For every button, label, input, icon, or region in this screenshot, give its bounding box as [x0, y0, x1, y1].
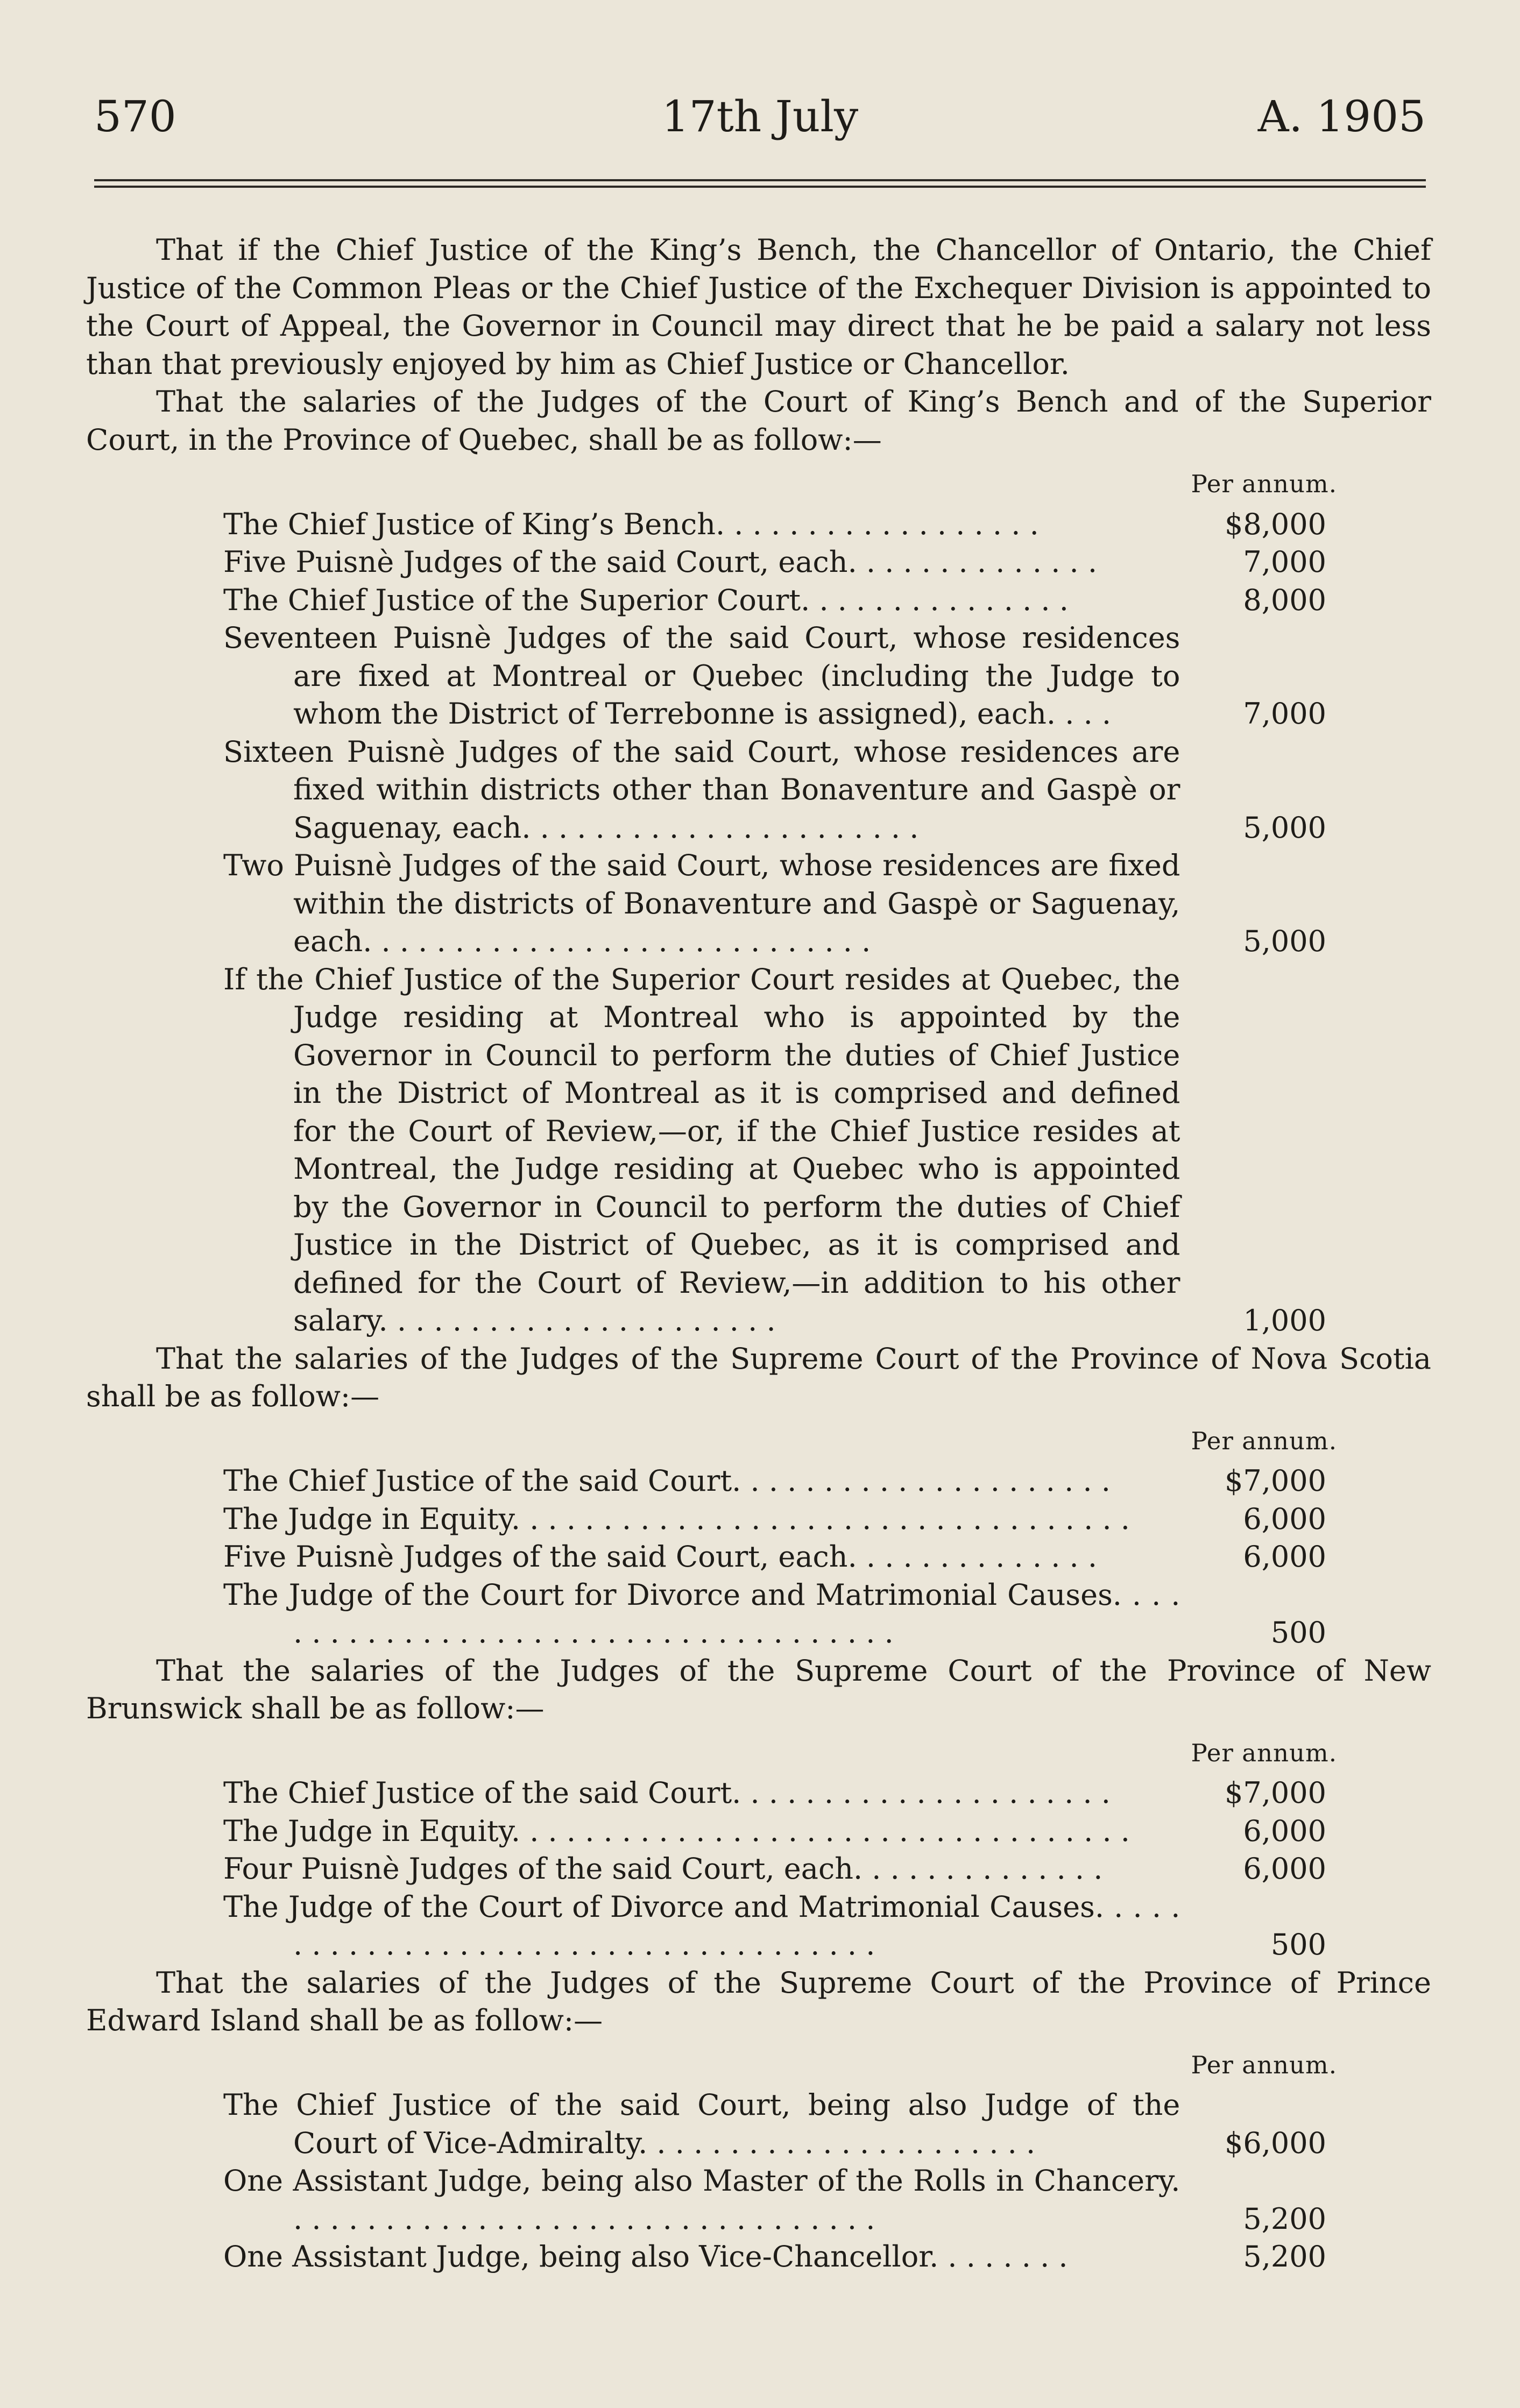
salary-label: Five Puisnè Judges of the said Court, each	[223, 1540, 848, 1574]
per-annum-heading: Per annum.	[1191, 2050, 1337, 2079]
table-row: One Assistant Judge, being also Vice-Chancellor. . . . . . . . 5,200	[223, 2238, 1337, 2276]
header-rule-top	[94, 179, 1426, 181]
salary-label: If the Chief Justice of the Superior Court resides at Quebec, the Judge residing at Montreal who is appointed by the Governor in Council to perform the duties of Chief Justice in the District of Montreal as it is comprised and defined for the Court of Review,—or, if the Chief Justice resides at Montreal, the Judge residing at Quebec who is appointed by the Governor in Council to perform the duties of Chief Justice in the District of Quebec, as it is comprised and defined for the Court of Review,—in addition to his other salary	[223, 962, 1180, 1337]
salary-amount: 6,000	[1243, 1814, 1326, 1848]
salary-amount: 7,000	[1243, 697, 1326, 731]
document-body	[86, 231, 1431, 2276]
salary-label: Five Puisnè Judges of the said Court, each	[223, 545, 848, 579]
table-row: The Judge in Equity. . . . . . . . . . . . . . . . . . . . . . . . . . . . . . . . . . 6,000	[223, 1500, 1337, 1539]
new-brunswick-salary-table	[223, 1774, 1337, 1964]
salary-label: Four Puisnè Judges of the said Court, each	[223, 1852, 853, 1886]
table-row: The Chief Justice of the said Court. . . . . . . . . . . . . . . . . . . . . $7,000	[223, 1774, 1337, 1812]
table-row: Four Puisnè Judges of the said Court, each. . . . . . . . . . . . . . 6,000	[223, 1850, 1337, 1888]
table-row: If the Chief Justice of the Superior Court resides at Quebec, the Judge residing at Montreal who is appointed by the Governor in Council to perform the duties of Chief Justice in the District of Montreal as it is comprised and defined for the Court of Review,—or, if the Chief Justice resides at Montreal, the Judge residing at Quebec who is appointed by the Governor in Council to perform the duties of Chief Justice in the District of Quebec, as it is comprised and defined for the Court of Review,—in addition to his other salary. . . . . . . . . . . . . . . . . . . . . . 1,000	[223, 961, 1337, 1340]
salary-amount: 5,200	[1243, 2201, 1326, 2236]
quebec-salary-table	[223, 506, 1337, 1340]
table-row: The Chief Justice of the said Court, being also Judge of the Court of Vice-Admiralty. . . . . . . . . . . . . . . . . . . . . . $6,000	[223, 2086, 1337, 2162]
table-row: Five Puisnè Judges of the said Court, each. . . . . . . . . . . . . . 7,000	[223, 543, 1337, 582]
salary-amount: 7,000	[1243, 545, 1326, 579]
table-row: The Judge of the Court for Divorce and Matrimonial Causes. . . . . . . . . . . . . . . . . . . . . . . . . . . . . . . . . . . . . 500	[223, 1576, 1337, 1652]
salary-label: The Judge in Equity	[223, 1502, 511, 1536]
table-row: The Judge in Equity. . . . . . . . . . . . . . . . . . . . . . . . . . . . . . . . . . 6,000	[223, 1812, 1337, 1851]
salary-label: The Chief Justice of the said Court	[223, 1464, 732, 1498]
salary-amount: 5,000	[1243, 810, 1326, 845]
header-date: 17th July	[661, 91, 859, 141]
salary-label: The Judge of the Court of Divorce and Matrimonial Causes	[223, 1889, 1095, 1924]
salary-amount: 5,000	[1243, 924, 1326, 958]
pei-salary-table	[223, 2086, 1337, 2276]
page-header	[94, 91, 1426, 151]
paragraph-quebec-intro: That the salaries of the Judges of the Court of King’s Bench and of the Superior Court, in the Province of Quebec, shall be as follow:—	[86, 385, 1431, 457]
paragraph-pei-intro: That the salaries of the Judges of the Supreme Court of the Province of Prince Edward Island shall be as follow:—	[86, 1965, 1431, 2037]
salary-amount: $8,000	[1225, 507, 1326, 541]
salary-label: The Judge in Equity	[223, 1814, 511, 1848]
salary-label: The Chief Justice of the said Court	[223, 1776, 732, 1810]
salary-amount: 6,000	[1243, 1502, 1326, 1536]
table-row: Five Puisnè Judges of the said Court, each. . . . . . . . . . . . . . 6,000	[223, 1538, 1337, 1576]
paragraph-appeal-salary: That if the Chief Justice of the King’s Bench, the Chancellor of Ontario, the Chief Justice of the Common Pleas or the Chief Justice of the Exchequer Division is appointed to the Court of Appeal, the Governor in Council may direct that he be paid a salary not less than that previously enjoyed by him as Chief Justice or Chancellor.	[86, 233, 1431, 381]
salary-amount: 5,200	[1243, 2240, 1326, 2274]
salary-label: The Chief Justice of King’s Bench	[223, 507, 716, 541]
salary-amount: 8,000	[1243, 583, 1326, 617]
table-row: Seventeen Puisnè Judges of the said Court, whose residences are fixed at Montreal or Quebec (including the Judge to whom the District of Terrebonne is assigned), each. . . . 7,000	[223, 619, 1337, 733]
salary-amount: $7,000	[1225, 1776, 1326, 1810]
salary-label: One Assistant Judge, being also Master of the Rolls in Chancery	[223, 2164, 1171, 2198]
salary-amount: 500	[1270, 1928, 1326, 1961]
per-annum-heading: Per annum.	[1191, 1738, 1337, 1767]
salary-amount: 500	[1270, 1616, 1326, 1649]
per-annum-heading: Per annum.	[1191, 1426, 1337, 1455]
salary-amount: 6,000	[1243, 1852, 1326, 1886]
page-number: 570	[94, 91, 176, 141]
table-row: Two Puisnè Judges of the said Court, whose residences are fixed within the districts of Bonaventure and Gaspè or Saguenay, each. . . . . . . . . . . . . . . . . . . . . . . . . . . . 5,000	[223, 847, 1337, 961]
table-row: The Chief Justice of King’s Bench. . . . . . . . . . . . . . . . . . $8,000	[223, 506, 1337, 544]
salary-amount: 1,000	[1243, 1304, 1326, 1337]
salary-label: The Judge of the Court for Divorce and Matrimonial Causes	[223, 1577, 1113, 1612]
paragraph-nova-scotia-intro: That the salaries of the Judges of the Supreme Court of the Province of Nova Scotia shall be as follow:—	[86, 1341, 1431, 1413]
nova-scotia-salary-table	[223, 1462, 1337, 1652]
salary-label: The Chief Justice of the Superior Court	[223, 583, 801, 617]
salary-label: Two Puisnè Judges of the said Court, whose residences are fixed within the districts of Bonaventure and Gaspè or Saguenay, each	[223, 848, 1180, 958]
salary-amount: 6,000	[1243, 1540, 1326, 1574]
header-rule-bottom	[94, 186, 1426, 188]
header-year: A. 1905	[1257, 91, 1426, 141]
salary-amount: $6,000	[1225, 2126, 1326, 2160]
table-row: One Assistant Judge, being also Master of the Rolls in Chancery. . . . . . . . . . . . . . . . . . . . . . . . . . . . . . . . . 5,200	[223, 2162, 1337, 2238]
table-row: The Judge of the Court of Divorce and Matrimonial Causes. . . . . . . . . . . . . . . . . . . . . . . . . . . . . . . . . . . . . 500	[223, 1888, 1337, 1964]
table-row: Sixteen Puisnè Judges of the said Court, whose residences are fixed within districts other than Bonaventure and Gaspè or Saguenay, each. . . . . . . . . . . . . . . . . . . . . . 5,000	[223, 733, 1337, 847]
salary-label: The Chief Justice of the said Court, being also Judge of the Court of Vice-Admiralty	[223, 2088, 1180, 2160]
salary-label: Seventeen Puisnè Judges of the said Court, whose residences are fixed at Montreal or Quebec (including the Judge to whom the District of Terrebonne is assigned), each	[223, 621, 1180, 731]
table-row: The Chief Justice of the said Court. . . . . . . . . . . . . . . . . . . . . $7,000	[223, 1462, 1337, 1500]
table-row: The Chief Justice of the Superior Court. . . . . . . . . . . . . . . 8,000	[223, 582, 1337, 620]
paragraph-new-brunswick-intro: That the salaries of the Judges of the Supreme Court of the Province of New Brunswick shall be as follow:—	[86, 1653, 1431, 1725]
per-annum-heading: Per annum.	[1191, 470, 1337, 498]
salary-label: One Assistant Judge, being also Vice-Chancellor	[223, 2240, 930, 2274]
salary-label: Sixteen Puisnè Judges of the said Court, whose residences are fixed within districts other than Bonaventure and Gaspè or Saguenay, each	[223, 734, 1180, 845]
salary-amount: $7,000	[1225, 1464, 1326, 1498]
